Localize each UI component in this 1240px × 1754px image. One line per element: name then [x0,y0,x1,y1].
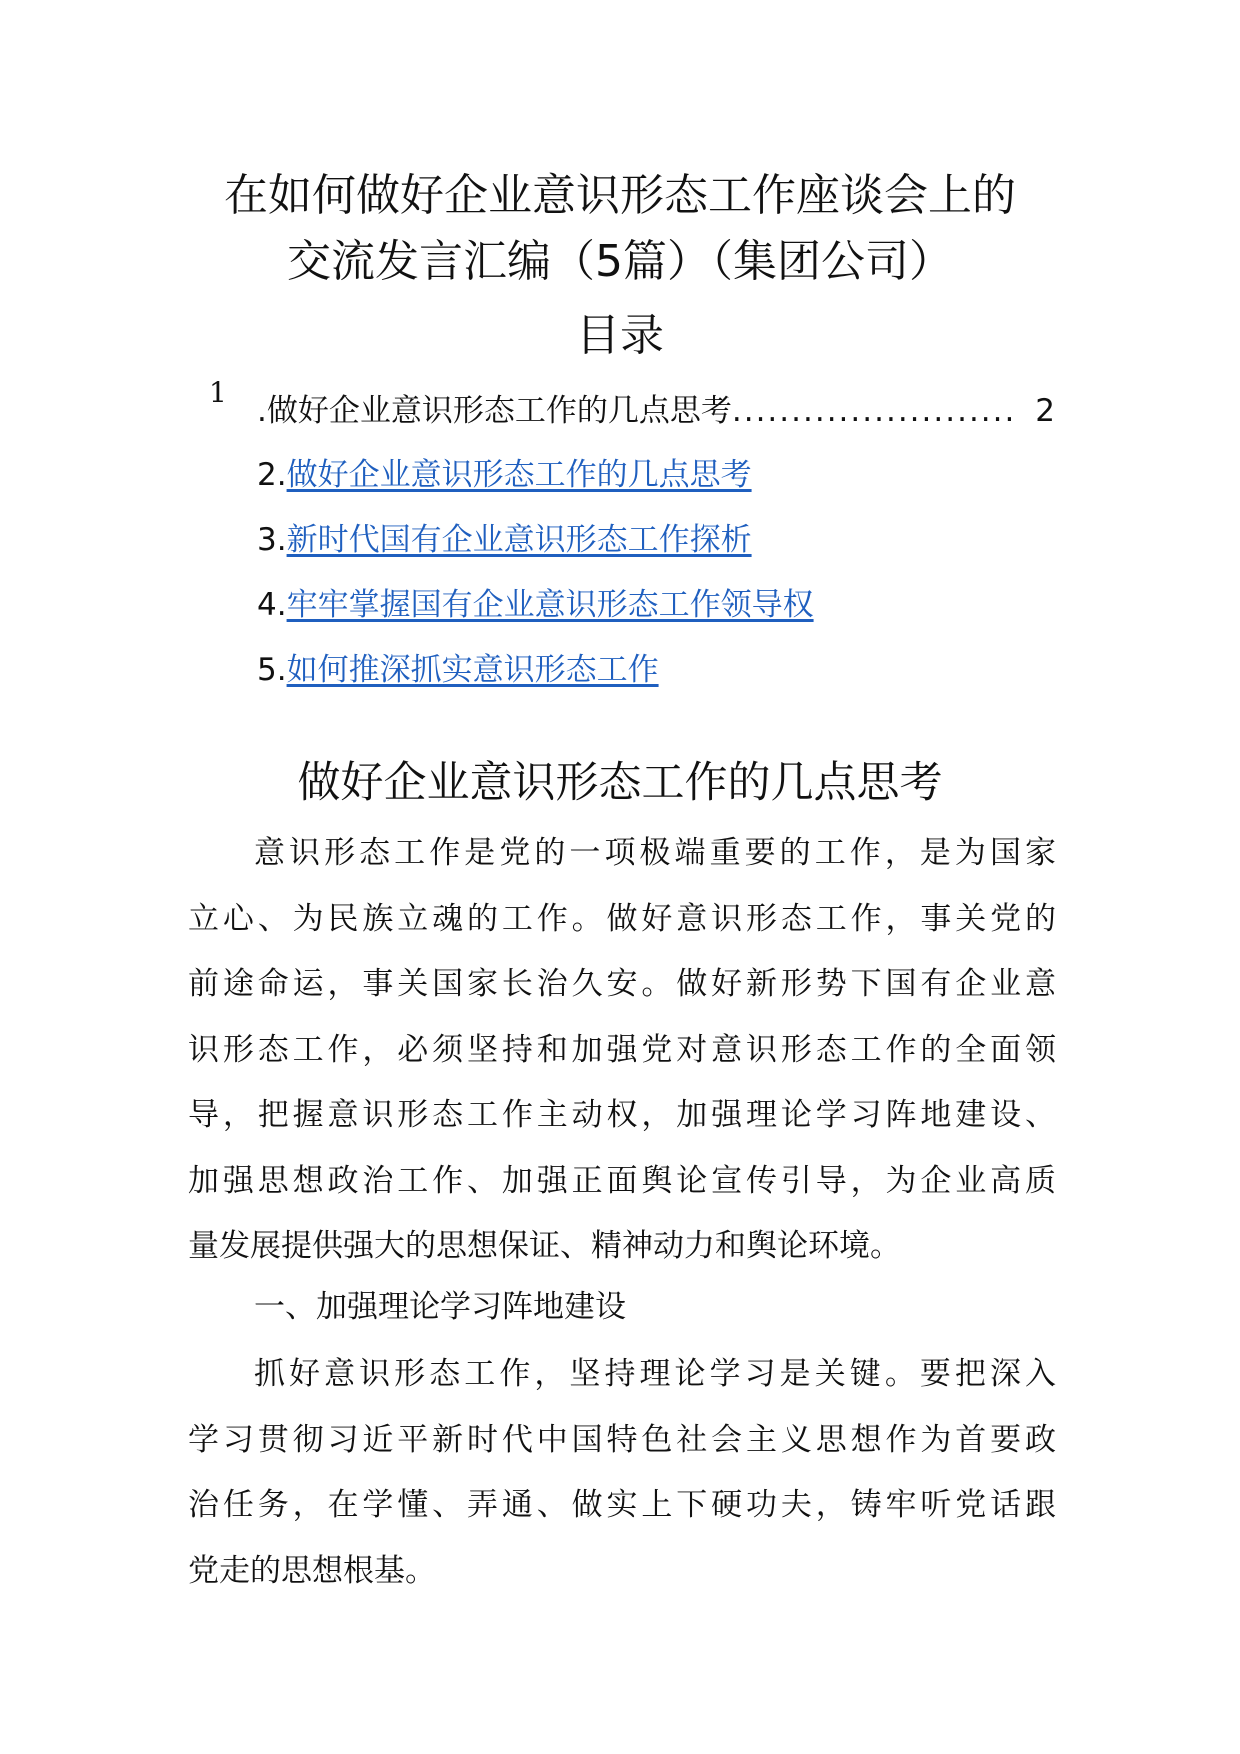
toc-page-number: 2 [1035,393,1055,429]
toc-item-1[interactable] [257,389,1055,433]
toc-item-4[interactable] [257,583,814,627]
paragraph-line: 导，把握意识形态工作主动权，加强理论学习阵地建设、 [188,1097,1056,1133]
section-title: 做好企业意识形态工作的几点思考 [297,758,943,808]
document-title-line: 在如何做好企业意识形态工作座谈会上的 [224,170,1016,221]
paragraph-line: 加强思想政治工作、加强正面舆论宣传引导，为企业高质 [188,1162,1056,1199]
toc-item-prefix: . [257,393,267,429]
toc-link[interactable]: 新时代国有企业意识形态工作探析 [286,522,752,558]
paragraph-line: 治任务，在学懂、弄通、做实上下硬功夫，铸牢听党话跟 [188,1487,1056,1523]
paragraph-line: 前途命运，事关国家长治久安。做好新形势下国有企业意 [188,966,1056,1002]
subsection-heading: 一、加强理论学习阵地建设 [254,1289,626,1325]
body-paragraph [188,821,1056,1280]
toc-first-number: 1 [209,376,227,409]
document-title [150,163,1090,295]
paragraph-line: 立心、为民族立魂的工作。做好意识形态工作，事关党的 [188,900,1056,937]
toc-item-2[interactable] [257,453,752,497]
paragraph-line: 抓好意识形态工作，坚持理论学习是关键。要把深入 [254,1356,1056,1392]
toc-item-3[interactable] [257,518,752,562]
paragraph-line: 识形态工作，必须坚持和加强党对意识形态工作的全面领 [188,1031,1056,1068]
toc-item-title: 做好企业意识形态工作的几点思考 [266,393,732,429]
toc-item-number: 5. [257,652,287,688]
paragraph-line: 党走的思想根基。 [188,1552,436,1589]
body-paragraph [188,1342,1056,1604]
toc-link[interactable]: 牢牢掌握国有企业意识形态工作领导权 [286,587,814,623]
paragraph-line: 量发展提供强大的思想保证、精神动力和舆论环境。 [188,1228,901,1264]
toc-dot-leader: ........................ [731,393,1017,429]
document-title-line: 交流发言汇编（5篇）（集团公司） [287,236,953,287]
toc-item-number: 4. [257,587,287,623]
toc-heading: 目录 [576,310,664,361]
toc-link[interactable]: 如何推深抓实意识形态工作 [286,652,659,688]
toc-item-number: 2. [257,457,287,493]
paragraph-line: 意识形态工作是党的一项极端重要的工作，是为国家 [254,835,1056,871]
toc-item-5[interactable] [257,648,659,692]
paragraph-line: 学习贯彻习近平新时代中国特色社会主义思想作为首要政 [188,1421,1056,1458]
toc-item-number: 3. [257,522,287,558]
toc-link[interactable]: 做好企业意识形态工作的几点思考 [286,457,752,493]
